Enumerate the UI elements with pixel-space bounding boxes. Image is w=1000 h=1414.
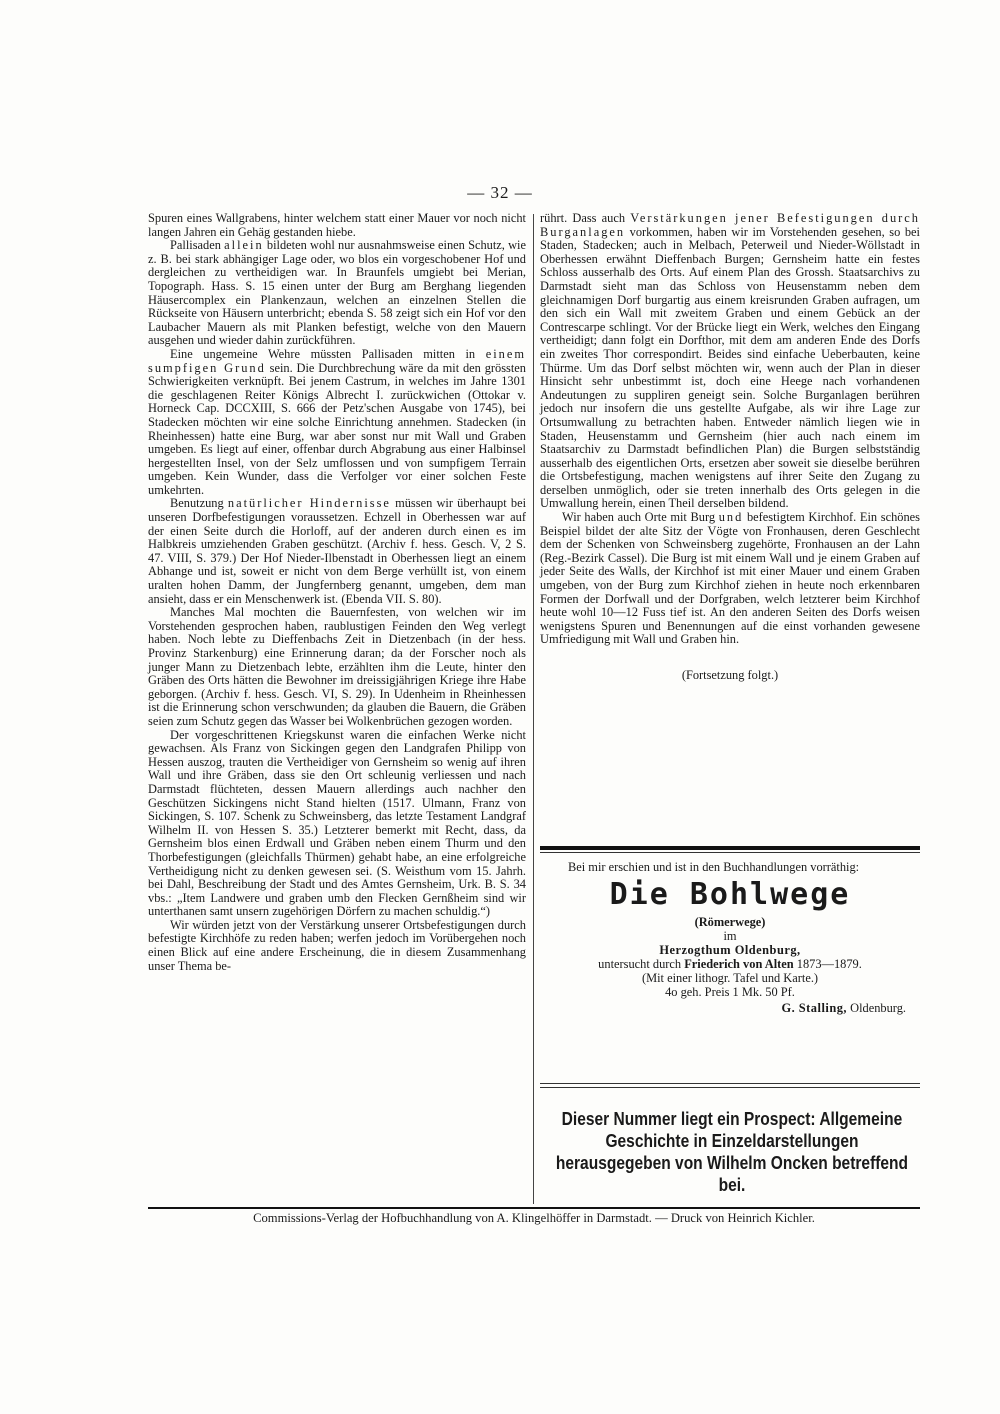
paragraph bbox=[148, 606, 526, 728]
text-run: Manches Mal mochten die Bauernfesten, von welchen wir im Vorstehenden gesprochen haben, raublustigen Feinden den Weg verlegt haben. Noch lebte zu Dieffenbachs Zeit in Dietzenbach (in der hess. Provinz Starkenburg) eine Erinnerung daran; da der Forscher noch als junger Mann zu Dietzenbach lebte, erzählten ihm die Leute, hinter den Gräben des Orts hätten die Bewohner im dreissigjährigen Kriege ihre Habe geborgen. (Archiv f. hess. Gesch. VI, S. 29). In Udenheim in Rheinhessen ist die Erinnerung schon verschwunden; da glauben die Bauern, die Gräben seien zum Schutz gegen das Wasser bei Wolkenbrüchen gezogen worden. bbox=[148, 605, 526, 728]
text-run: Der vorgeschrittenen Kriegskunst waren die einfachen Werke nicht gewachsen. Als Franz von Sickingen gegen den Landgrafen Philipp von Hessen auszog, trauten die Vertheidiger von Gernsheim so wenig auf ihren Wall und ihre Gräben, dass sie den Ort schleunig verliessen und nach Darmstadt flüchteten, dessen Mauern allerdings auch nachher den Geschützen Sickingens nicht Stand hielten (1517. Ulmann, Franz von Sickingen, S. 107. Schenk zu Schweinsberg, das letzte Testament Landgraf Wilhelm II. von Hessen S. 35.) Letzterer bemerkt mit Recht, dass, da Gernsheim blos einen Erdwall und Gräben neben einem Thurm und den Thorbefestigungen (gleichfalls Thürmen) gehabt habe, an eine erfolgreiche Vertheidigung nicht zu denken gewesen sei. (S. Weisthum vom 15. Jahrh. bei Dahl, Beschreibung der Stadt und des Amtes Gernsheim, Urk. B. S. 34 vbs.: „Item Landwere und graben umb den Flecken Gernßheim sind wir unterthanen samt unsern zugehörigen Dörfern zu machen schuldig.“) bbox=[148, 727, 526, 919]
ad-book-title: Die Bohlwege bbox=[609, 877, 851, 912]
spaced-emphasis: natürlicher Hindernisse bbox=[227, 496, 391, 511]
ad-intro: Bei mir erschien und ist in den Buchhandlungen vorräthig: bbox=[568, 860, 860, 874]
paragraph bbox=[148, 919, 526, 973]
paragraph bbox=[540, 511, 920, 647]
left-column bbox=[148, 212, 526, 973]
ad-publisher-city: Oldenburg. bbox=[850, 1001, 906, 1015]
section-rule-middle bbox=[540, 1083, 920, 1084]
ad-years: 1873—1879. bbox=[796, 957, 862, 971]
text-run: Eine ungemeine Wehre müssten Pallisaden mitten in bbox=[170, 346, 486, 361]
section-rule-top-thin bbox=[540, 852, 920, 853]
section-rule-top bbox=[540, 846, 920, 850]
spaced-emphasis: einem sumpfigen Grund bbox=[148, 346, 526, 375]
text-run: bildeten wohl nur ausnahmsweise einen Schutz, wie z. B. bei stark abhängiger Lage oder, wo blos ein vorgeschobener Hof und dergleichen zu vertheidigen war. In Braunfels umgiebt bei Merian, Topograph. Hass. S. 15 einen unter der Burg am Berghang liegenden Häusercomplex ein Plankenzaun, welchen an einzelnen Stellen die Rückseite von Häusern unterbricht; ebenda S. 58 zeigt sich ein Hof vor den Laubacher Mauern als mit Planken befestigt, welche von den Mauern ausgehen und wieder dahin zurückführen. bbox=[148, 238, 526, 348]
imprint-footer: Commissions-Verlag der Hofbuchhandlung von A. Klingelhöffer in Darmstadt. — Druck von Heinrich Kichler. bbox=[253, 1211, 815, 1225]
ad-author-line bbox=[540, 957, 920, 971]
spaced-emphasis: und bbox=[718, 510, 744, 525]
text-run: Wir würden jetzt von der Verstärkung unserer Ortsbefestigungen durch befestigte Kirchhöfe zu reden haben; werfen jedoch im Vorübergehen noch einen Blick auf eine andere Erscheinung, die in diesem Zusammenhang unser Thema be- bbox=[148, 917, 526, 973]
paragraph bbox=[148, 729, 526, 919]
paragraph bbox=[148, 348, 526, 498]
right-column bbox=[540, 212, 920, 683]
paragraph bbox=[148, 212, 526, 239]
column-divider bbox=[533, 214, 534, 1204]
spaced-emphasis: allein bbox=[224, 238, 264, 253]
ad-im: im bbox=[723, 929, 737, 943]
footer-rule bbox=[148, 1207, 920, 1209]
text-run: Wir haben auch Orte mit Burg bbox=[562, 510, 719, 525]
section-rule-middle-2 bbox=[540, 1087, 920, 1088]
text-run: sein. Die Durchbrechung wäre da mit den grössten Schwierigkeiten verknüpft. Bei jenem Castrum, in welches im Jahre 1301 die geschlagenen Reiter Königs Albrecht I. zurückwichen (Ottokar v. Horneck Cap. DCCXIII, S. 666 der Petz'schen Ausgabe von 1745), bei Stadecken möchten wir eine solche Einrichtung annehmen. Stadecken (in Rheinhessen) hatte eine Burg, war aber sonst nur mit Wall und Graben umgeben. Es liegt auf einer, offenbar durch Abgrabung aus einer Halbinsel hergestellten Insel, von der Selz umflossen und von sumpfigem Terrain umgeben. Kein Wunder, dass die Verfolger vor einer solchen Feste umkehrten. bbox=[148, 360, 526, 497]
text-run: befestigtem Kirchhof. Ein schönes Beispiel bildet der alte Sitz der Vögte von Fronhausen, deren Geschlecht dem der Schenken von Schweinsberg zugehörte, Fronhausen an der Lahn (Reg.-Bezirk Cassel). Die Burg ist mit einem Wall und je einem Graben auf jeder Seite des Walls, der Kirchhof ist mit einer Mauer und einem Graben umgeben, von der Burg zum Kirchhof ziehen in heute noch erkennbaren Formen der Dorfwall und der Dorfgraben, welch letzterer beim Kirchhof heute wohl 10—12 Fuss tief ist. An den anderen Seiten des Dorfs weisen wenigstens Spuren und Benennungen auf die einst vorhanden gewesene Umfriedigung mit Wall und Graben hin. bbox=[540, 510, 920, 647]
ad-price: 4o geh. Preis 1 Mk. 50 Pf. bbox=[665, 985, 795, 999]
ad-author-prefix: untersucht durch bbox=[598, 957, 682, 971]
ad-subtitle: (Römerwege) bbox=[694, 915, 766, 929]
text-run: Pallisaden bbox=[170, 238, 225, 253]
text-run: müssen wir überhaupt bei unseren Dorfbefestigungen voraussetzen. Echzell in Oberhessen war auf der einen Seite durch die Horloff, auf der anderen durch einen es im Halbkreis umziehenden Graben geschützt. (Archiv f. hess. Gesch. V, 2 S. 47. VIII, S. 379.) Der Hof Nieder-Ilbenstadt in Oberhessen liegt an einem Abhange und ist, soweit er nicht von dem Berge verhüllt ist, von einem uralten hohen Damm, der Jungfernberg genannt, umgeben, dem man ansieht, dass er ein Menschenwerk ist. (Ebenda VII. S. 80). bbox=[148, 496, 527, 606]
prospect-notice: Dieser Nummer liegt ein Prospect: Allgemeine Geschichte in Einzeldarstellungen herausgegeben von Wilhelm Oncken betreffend bei. bbox=[555, 1108, 909, 1195]
text-run: rührt. Dass auch bbox=[540, 211, 631, 225]
book-advertisement bbox=[540, 860, 920, 1015]
ad-region: Herzogthum Oldenburg, bbox=[659, 943, 801, 957]
paragraph bbox=[540, 212, 920, 511]
ad-publisher: G. Stalling, bbox=[781, 1001, 848, 1015]
spaced-emphasis: Verstärkungen jener Befestigungen durch Burganlagen bbox=[540, 211, 920, 239]
paragraph bbox=[148, 239, 526, 348]
ad-publisher-line bbox=[540, 1001, 906, 1015]
ad-author: Friederich von Alten bbox=[684, 957, 794, 971]
text-run: Spuren eines Wallgrabens, hinter welchem statt einer Mauer vor noch nicht langen Jahren ein Gehäg gestanden hiebe. bbox=[148, 211, 526, 239]
paragraph bbox=[148, 497, 526, 606]
continuation-note: (Fortsetzung folgt.) bbox=[681, 668, 779, 682]
page-number: — 32 — bbox=[467, 183, 533, 202]
text-run: Benutzung bbox=[170, 496, 228, 511]
ad-details: (Mit einer lithogr. Tafel und Karte.) bbox=[641, 971, 819, 985]
text-run: vorkommen, haben wir im Vorstehenden gesehen, so bei Staden, Stadecken; auch in Melbach, Peterweil und Nieder-Wöllstadt in Oberhessen erwähnt Dieffenbach Burgen; Gernsheim hatte ein festes Schloss ausserhalb des Orts. Auf einem Plan des Grossh. Staatsarchivs zu Darmstadt sieht man das Schloss von Heusenstamm neben dem gleichnamigen Dorf burgartig aus einem kreisrunden Graben aufragen, um den sich ein Wall mit zweitem Graben und einem Gebück an der Contrescarpe schlingt. Vor der Brücke liegt ein Werk, welches den Eingang vertheidigt; dann folgt ein Dorfthor, mit dem am anderen Ende des Dorfs ein zweites Thor correspondirt. Beides sind einfache Ueberbauten, keine Thürme. Um das Dorf selbst möchten wir, wenn auch der Plan in dieser Hinsicht sehr unbestimmt ist, doch eine Heege nach vorhandenen Andeutungen zu suppliren geneigt sein. Solche Burganlagen berühren jedoch nur insofern die uns gestellte Aufgabe, als wir ihre Lage zur Ortsumwallung zu betrachten haben. Entweder nämlich liegen wie in Staden, Heusenstamm und Gernsheim (hier auch nach einem im Staatsarchiv zu Darmstadt befindlichen Plan) die Burgen selbstständig ausserhalb des eigentlichen Orts, ersetzen aber soweit sie dieselbe berühren die Ortsbefestigung, machen wenigstens auf ihrer Seite den Zugang zu derselben unmöglich, oder sie treten innerhalb des Orts gelegen in die Umwallung herein, einen Theil derselben bildend. bbox=[540, 224, 920, 511]
